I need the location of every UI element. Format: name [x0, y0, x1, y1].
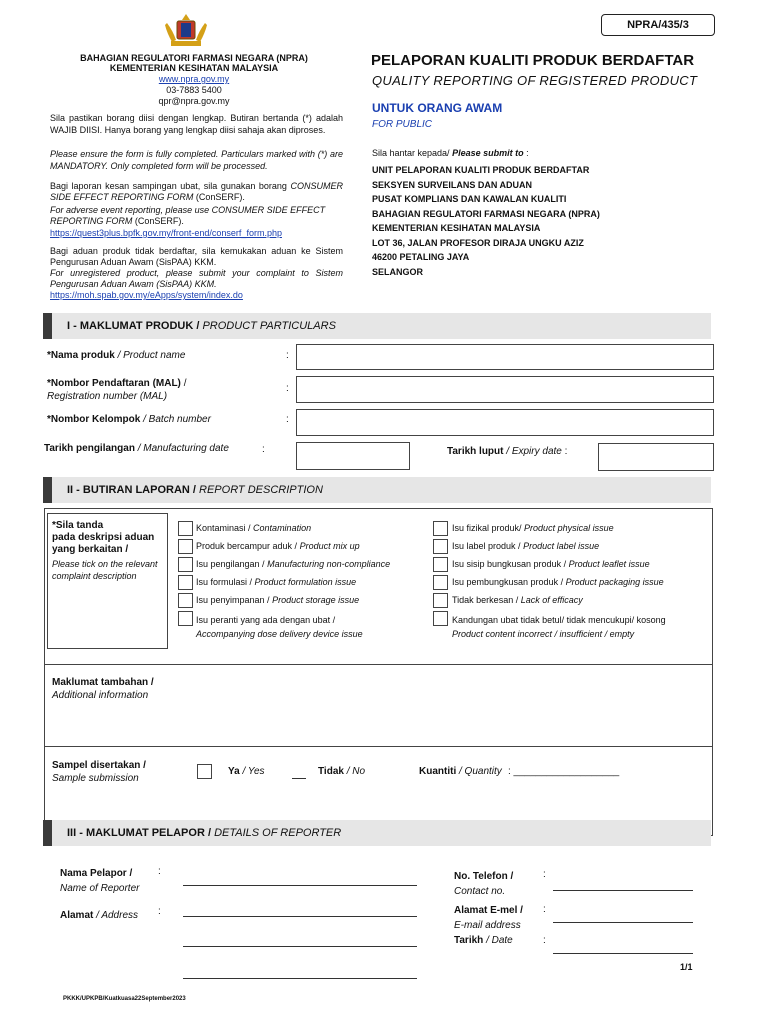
section-marker — [43, 820, 52, 846]
divider — [44, 746, 712, 747]
product-mix-up-label: Produk bercampur aduk / Product mix up — [196, 541, 360, 551]
government-crest-icon — [163, 13, 209, 49]
contamination-label: Kontaminasi / Contamination — [196, 523, 312, 533]
tick-instruction-label: *Sila tanda pada deskripsi aduan yang berkaitan / — [52, 520, 155, 555]
divider — [44, 664, 712, 665]
contamination-checkbox[interactable] — [178, 521, 193, 536]
agency-ministry: KEMENTERIAN KESIHATAN MALAYSIA — [109, 63, 279, 73]
manufacturing-date-input[interactable] — [296, 442, 410, 470]
expiry-date-label: Tarikh luput / Expiry date : — [447, 446, 568, 457]
address-input-line-2[interactable] — [183, 946, 417, 947]
date-input[interactable] — [553, 953, 693, 954]
conserf-link[interactable]: https://quest3plus.bpfk.gov.my/front-end/conserf_form.php — [50, 228, 282, 238]
physical-issue-checkbox[interactable] — [433, 521, 448, 536]
form-subtitle-en: FOR PUBLIC — [372, 119, 433, 130]
additional-info-label: Maklumat tambahan / Additional information — [52, 677, 154, 701]
colon: : — [286, 350, 289, 361]
registration-number-label-en: Registration number (MAL) — [47, 391, 168, 402]
product-name-label: *Nama produk / Product name — [47, 350, 186, 361]
sample-no-checkbox[interactable] — [292, 778, 306, 779]
address-label: Alamat / Address — [60, 910, 139, 921]
section-product-header: I - MAKLUMAT PRODUK / PRODUCT PARTICULARS — [43, 313, 711, 339]
submit-address — [372, 163, 600, 279]
tick-instruction-label-en: Please tick on the relevant complaint description — [52, 559, 158, 581]
agency-phone: 03-7883 5400 — [166, 85, 222, 95]
section-reporter-header: III - MAKLUMAT PELAPOR / DETAILS OF REPORTER — [43, 820, 711, 846]
agency-email: qpr@npra.gov.my — [158, 96, 230, 106]
manufacturing-date-label: Tarikh pengilangan / Manufacturing date — [44, 443, 229, 454]
colon: : — [158, 906, 161, 917]
submit-address-line: PUSAT KOMPLIANS DAN KAWALAN KUALITI — [372, 194, 567, 204]
agency-name: BAHAGIAN REGULATORI FARMASI NEGARA (NPRA) — [80, 53, 308, 63]
address-input-line-1[interactable] — [183, 916, 417, 917]
submit-address-line: LOT 36, JALAN PROFESOR DIRAJA UNGKU AZIZ — [372, 237, 584, 248]
footer-code: PKKK/UPKPB/Kuatkuasa22September2023 — [63, 996, 186, 1002]
form-title: PELAPORAN KUALITI PRODUK BERDAFTAR — [371, 52, 695, 69]
packaging-issue-checkbox[interactable] — [433, 575, 448, 590]
registration-number-label: *Nombor Pendaftaran (MAL) / — [47, 378, 187, 389]
section-report-header: II - BUTIRAN LAPORAN / REPORT DESCRIPTION — [43, 477, 711, 503]
physical-issue-label: Isu fizikal produk/ Product physical issue — [452, 523, 614, 533]
email-label: Alamat E-mel / E-mail address — [454, 905, 523, 931]
submit-address-line: UNIT PELAPORAN KUALITI PRODUK BERDAFTAR — [372, 165, 590, 175]
form-subtitle: UNTUK ORANG AWAM — [372, 101, 503, 115]
registration-number-input[interactable] — [296, 376, 714, 403]
phone-label: No. Telefon / Contact no. — [454, 871, 514, 897]
storage-issue-checkbox[interactable] — [178, 593, 193, 608]
reporter-name-label: Nama Pelapor / Name of Reporter — [60, 868, 140, 894]
colon: : — [543, 935, 546, 946]
leaflet-issue-checkbox[interactable] — [433, 557, 448, 572]
sispaa-link[interactable]: https://moh.spab.gov.my/eApps/system/index.do — [50, 290, 243, 300]
batch-number-label: *Nombor Kelompok / Batch number — [47, 414, 211, 425]
colon: : — [286, 383, 289, 394]
colon: : — [262, 444, 265, 455]
batch-number-input[interactable] — [296, 409, 714, 436]
storage-issue-label: Isu penyimpanan / Product storage issue — [196, 595, 360, 605]
sample-no-label: Tidak / No — [318, 766, 366, 777]
sample-submission-label: Sampel disertakan / Sample submission — [52, 760, 146, 784]
submit-address-line: 46200 PETALING JAYA — [372, 252, 470, 262]
submit-address-line: KEMENTERIAN KESIHATAN MALAYSIA — [372, 223, 541, 233]
packaging-issue-label: Isu pembungkusan produk / Product packaging issue — [452, 577, 664, 587]
form-code: NPRA/435/3 — [601, 14, 715, 36]
sample-yes-checkbox[interactable] — [197, 764, 212, 779]
section-marker — [43, 313, 52, 339]
label-issue-label: Isu label produk / Product label issue — [452, 541, 600, 551]
page-number: 1/1 — [680, 962, 693, 972]
instruction-mandatory: Sila pastikan borang diisi dengan lengkap. Butiran bertanda (*) adalah WAJIB DIISI. Hanya borang yang lengkap diisi sahaja akan diproses. — [50, 113, 343, 135]
quantity-input[interactable]: : ___________________ — [508, 766, 620, 777]
formulation-issue-checkbox[interactable] — [178, 575, 193, 590]
leaflet-issue-label: Isu sisip bungkusan produk / Product leaflet issue — [452, 559, 650, 569]
section-marker — [43, 477, 52, 503]
colon: : — [286, 414, 289, 425]
additional-info-input[interactable] — [170, 668, 708, 742]
colon: : — [158, 866, 161, 877]
manufacturing-issue-label: Isu pengilangan / Manufacturing non-compliance — [196, 559, 391, 569]
sample-yes-label: Ya / Yes — [228, 766, 265, 777]
submit-to-label: Sila hantar kepada/ Please submit to : — [372, 148, 529, 158]
label-issue-checkbox[interactable] — [433, 539, 448, 554]
instruction-adverse-event-en: For adverse event reporting, please use CONSUMER SIDE EFFECT REPORTING FORM (ConSERF). — [50, 205, 326, 226]
colon: : — [543, 869, 546, 880]
submit-address-line: SEKSYEN SURVEILANS DAN ADUAN — [372, 179, 533, 190]
email-input[interactable] — [553, 922, 693, 923]
product-mix-up-checkbox[interactable] — [178, 539, 193, 554]
instruction-unregistered-en: For unregistered product, please submit your complaint to Sistem Pengurusan Aduan Awam (SisPAA) KKM. — [50, 268, 343, 289]
date-label: Tarikh / Date — [454, 935, 513, 946]
formulation-issue-label: Isu formulasi / Product formulation issue — [196, 577, 357, 587]
product-name-input[interactable] — [296, 344, 714, 370]
content-issue-checkbox[interactable] — [433, 611, 448, 626]
phone-input[interactable] — [553, 890, 693, 891]
device-issue-label: Isu peranti yang ada dengan ubat / Accompanying dose delivery device issue — [196, 615, 363, 639]
submit-address-line: BAHAGIAN REGULATORI FARMASI NEGARA (NPRA) — [372, 208, 600, 219]
lack-of-efficacy-checkbox[interactable] — [433, 593, 448, 608]
lack-of-efficacy-label: Tidak berkesan / Lack of efficacy — [452, 595, 583, 605]
form-title-en: QUALITY REPORTING OF REGISTERED PRODUCT — [372, 73, 698, 88]
instruction-mandatory-en: Please ensure the form is fully completed. Particulars marked with (*) are MANDATORY. Only completed form will be processed. — [50, 149, 343, 171]
reporter-name-input[interactable] — [183, 885, 417, 886]
content-issue-label: Kandungan ubat tidak betul/ tidak mencukupi/ kosong Product content incorrect / insufficient / empty — [452, 615, 666, 639]
quantity-label: Kuantiti / Quantity — [419, 766, 502, 777]
device-issue-checkbox[interactable] — [178, 611, 193, 626]
colon: : — [543, 904, 546, 915]
manufacturing-issue-checkbox[interactable] — [178, 557, 193, 572]
address-input-line-3[interactable] — [183, 978, 417, 979]
submit-address-line: SELANGOR — [372, 266, 424, 277]
expiry-date-input[interactable] — [598, 443, 714, 471]
instruction-unregistered: Bagi aduan produk tidak berdaftar, sila kemukakan aduan ke Sistem Pengurusan Aduan Awam (SisPAA) KKM. — [50, 246, 343, 267]
instruction-adverse-event: Bagi laporan kesan sampingan ubat, sila gunakan borang CONSUMER SIDE EFFECT REPORTING FORM (ConSERF). — [50, 181, 343, 202]
agency-website-link[interactable]: www.npra.gov.my — [158, 74, 230, 84]
